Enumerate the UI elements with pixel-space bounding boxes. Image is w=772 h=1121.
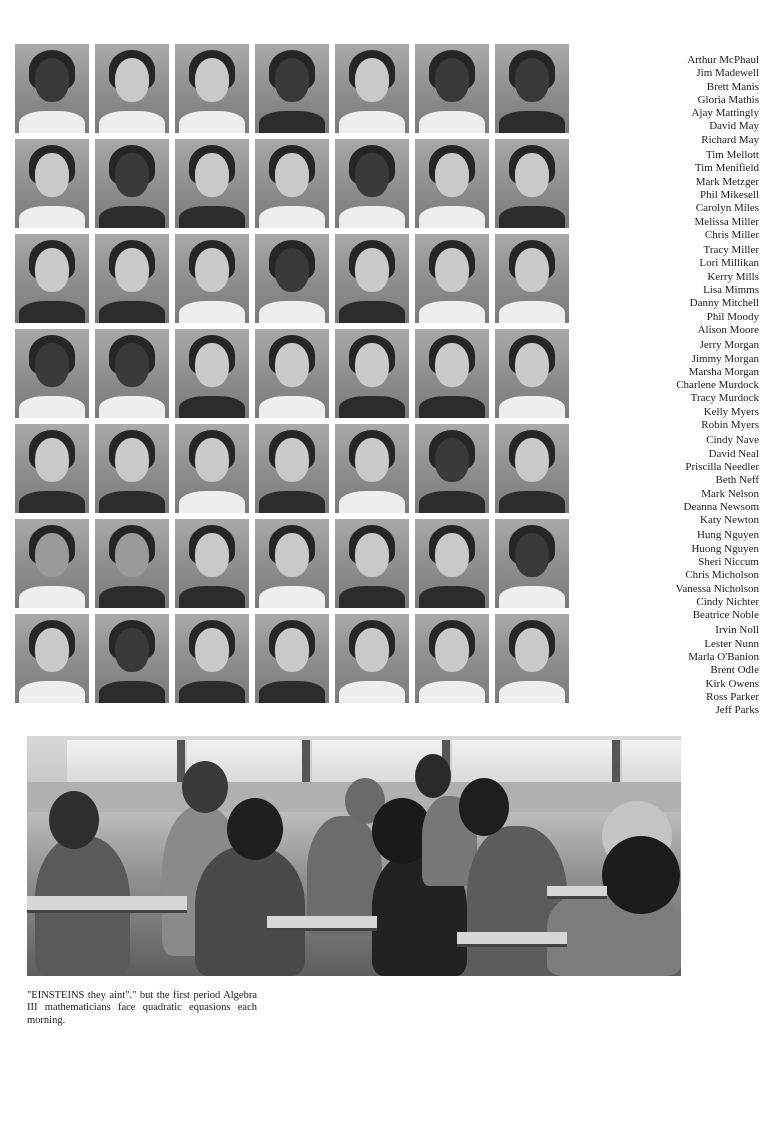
portrait-jerry-morgan [15, 329, 89, 418]
portrait-robin-myers [495, 329, 569, 418]
portrait-sheri-niccum [175, 519, 249, 608]
portrait-phil-mikesell [255, 139, 329, 228]
portrait-face [355, 343, 389, 387]
student-name: Jim Madewell [696, 67, 759, 80]
student-name: Kerry Mills [707, 270, 759, 283]
portrait-shirt [99, 111, 165, 133]
portrait-hung-nguyen [15, 519, 89, 608]
portrait-shirt [419, 586, 485, 608]
portrait-shirt [259, 111, 325, 133]
portrait-shirt [499, 586, 565, 608]
student-name: Arthur McPhaul [687, 54, 759, 66]
classroom-window [452, 740, 620, 782]
classroom-window [622, 740, 681, 782]
portrait-beth-neff [255, 424, 329, 513]
student-name: Cindy Nave [706, 434, 759, 447]
portrait-face [515, 248, 549, 292]
portrait-face [355, 533, 389, 577]
portrait-shirt [99, 206, 165, 228]
portrait-shirt [19, 206, 85, 228]
student-name: Brent Odle [710, 664, 759, 677]
portrait-shirt [499, 396, 565, 418]
student-name: Gloria Mathis [697, 93, 759, 106]
student-head [227, 798, 283, 860]
portrait-shirt [499, 681, 565, 703]
name-group-row-3 [600, 244, 759, 337]
classroom-desk [27, 896, 187, 913]
portrait-shirt [99, 586, 165, 608]
student-name: David May [709, 120, 759, 133]
portrait-brent-odle [255, 614, 329, 703]
portrait-shirt [419, 206, 485, 228]
portrait-katy-newton [495, 424, 569, 513]
student-name: Tim Menifield [694, 162, 759, 175]
portrait-face [195, 248, 229, 292]
portrait-face [195, 438, 229, 482]
portrait-face [195, 153, 229, 197]
student-name: Chris Micholson [685, 569, 759, 582]
portrait-shirt [339, 681, 405, 703]
portrait-shirt [179, 491, 245, 513]
portrait-face [275, 153, 309, 197]
portrait-shirt [339, 206, 405, 228]
portrait-face [515, 343, 549, 387]
portrait-face [435, 343, 469, 387]
portrait-vanessa-nicholson [335, 519, 409, 608]
portrait-face [435, 438, 469, 482]
student-name: Hung Nguyen [696, 529, 759, 542]
portrait-face [435, 153, 469, 197]
portrait-shirt [339, 396, 405, 418]
portrait-shirt [179, 111, 245, 133]
portrait-face [35, 58, 69, 102]
portrait-face [115, 153, 149, 197]
portrait-shirt [179, 301, 245, 323]
portrait-shirt [339, 491, 405, 513]
portrait-shirt [499, 206, 565, 228]
portrait-shirt [259, 681, 325, 703]
student-name: David Neal [708, 447, 759, 460]
portrait-shirt [179, 396, 245, 418]
portrait-huong-nguyen [95, 519, 169, 608]
portrait-grid [15, 44, 569, 703]
portrait-shirt [419, 111, 485, 133]
classroom-window [67, 740, 185, 782]
portrait-face [35, 153, 69, 197]
portrait-shirt [419, 491, 485, 513]
portrait-danny-mitchell [335, 234, 409, 323]
student-name: Irvin Noll [715, 624, 759, 637]
portrait-gloria-mathis [255, 44, 329, 133]
student-name: Kirk Owens [705, 677, 759, 690]
student-name: Lisa Mimms [703, 284, 759, 297]
portrait-marla-obanion [175, 614, 249, 703]
portrait-shirt [19, 396, 85, 418]
portrait-shirt [419, 301, 485, 323]
portrait-ajay-mattingly [335, 44, 409, 133]
portrait-shirt [99, 396, 165, 418]
portrait-face [435, 628, 469, 672]
student-name: Lester Nunn [704, 637, 759, 650]
classroom-photo [27, 736, 681, 976]
portrait-lester-nunn [95, 614, 169, 703]
portrait-face [515, 628, 549, 672]
classroom-desk [547, 886, 607, 899]
portrait-face [275, 438, 309, 482]
portrait-mark-nelson [335, 424, 409, 513]
student-name: Richard May [701, 133, 759, 146]
portrait-face [195, 343, 229, 387]
portrait-kerry-mills [175, 234, 249, 323]
student-name: Lori Millikan [699, 257, 759, 270]
portrait-tim-menifield [95, 139, 169, 228]
classroom-desk [457, 932, 567, 947]
portrait-david-neal [95, 424, 169, 513]
student-name: Ross Parker [706, 690, 759, 703]
portrait-face [275, 248, 309, 292]
student-name: Deanna Newsom [683, 500, 759, 513]
student-head [49, 791, 99, 849]
portrait-face [115, 343, 149, 387]
student-name: Phil Moody [706, 310, 759, 323]
portrait-face [35, 628, 69, 672]
portrait-shirt [499, 301, 565, 323]
student-name: Tracy Miller [703, 244, 759, 257]
student-name: Carolyn Miles [695, 202, 759, 215]
student-name: Melissa Miller [694, 215, 759, 228]
portrait-face [115, 628, 149, 672]
student-name: Brett Manis [706, 80, 759, 93]
portrait-arthur-mcphaul [15, 44, 89, 133]
student-name: Beth Neff [715, 474, 759, 487]
portrait-face [515, 533, 549, 577]
student-name: Mark Nelson [701, 487, 759, 500]
portrait-tracy-miller [15, 234, 89, 323]
portrait-shirt [339, 586, 405, 608]
portrait-shirt [99, 491, 165, 513]
portrait-face [355, 58, 389, 102]
portrait-richard-may [495, 44, 569, 133]
portrait-face [115, 58, 149, 102]
portrait-alison-moore [495, 234, 569, 323]
student-head [182, 761, 228, 813]
portrait-shirt [259, 206, 325, 228]
student-name: Tim Mellott [705, 149, 759, 162]
student-head [602, 836, 680, 914]
name-list [600, 54, 759, 720]
portrait-shirt [179, 586, 245, 608]
portrait-david-may [415, 44, 489, 133]
student-name: Beatrice Noble [692, 609, 759, 622]
portrait-face [275, 628, 309, 672]
portrait-carolyn-miles [335, 139, 409, 228]
portrait-chris-micholson [255, 519, 329, 608]
portrait-face [195, 58, 229, 102]
portrait-face [35, 248, 69, 292]
portrait-face [355, 438, 389, 482]
student-head [415, 754, 451, 798]
portrait-priscilla-needler [175, 424, 249, 513]
name-group-row-5 [600, 434, 759, 527]
student-name: Huong Nguyen [691, 542, 759, 555]
portrait-ross-parker [415, 614, 489, 703]
student-name: Jimmy Morgan [691, 352, 759, 365]
portrait-shirt [19, 491, 85, 513]
portrait-jim-madewell [95, 44, 169, 133]
portrait-shirt [19, 111, 85, 133]
portrait-shirt [99, 301, 165, 323]
portrait-jimmy-morgan [95, 329, 169, 418]
portrait-irvin-noll [15, 614, 89, 703]
portrait-deanna-newsom [415, 424, 489, 513]
portrait-face [115, 438, 149, 482]
portrait-cindy-nave [15, 424, 89, 513]
portrait-shirt [179, 206, 245, 228]
portrait-face [275, 533, 309, 577]
portrait-face [195, 628, 229, 672]
portrait-shirt [179, 681, 245, 703]
portrait-face [115, 248, 149, 292]
name-group-row-6 [600, 529, 759, 622]
portrait-shirt [339, 301, 405, 323]
portrait-phil-moody [415, 234, 489, 323]
portrait-shirt [419, 396, 485, 418]
student-name: Robin Myers [701, 419, 759, 432]
student-name: Chris Miller [704, 228, 759, 241]
portrait-face [435, 533, 469, 577]
portrait-face [115, 533, 149, 577]
portrait-tim-mellott [15, 139, 89, 228]
student-figure [195, 846, 305, 976]
portrait-face [275, 58, 309, 102]
portrait-shirt [19, 681, 85, 703]
student-name: Cindy Nichter [696, 595, 759, 608]
classroom-desk [267, 916, 377, 931]
portrait-face [355, 153, 389, 197]
portrait-mark-metzger [175, 139, 249, 228]
name-group-row-1 [600, 54, 759, 147]
portrait-shirt [19, 586, 85, 608]
portrait-face [195, 533, 229, 577]
portrait-shirt [259, 586, 325, 608]
student-name: Tracy Murdock [690, 392, 759, 405]
student-name: Katy Newton [700, 514, 759, 527]
student-name: Vanessa Nicholson [675, 582, 759, 595]
portrait-face [35, 533, 69, 577]
portrait-face [435, 58, 469, 102]
student-head [459, 778, 509, 836]
portrait-face [35, 438, 69, 482]
portrait-face [435, 248, 469, 292]
portrait-shirt [499, 491, 565, 513]
portrait-face [35, 343, 69, 387]
portrait-shirt [339, 111, 405, 133]
portrait-face [515, 58, 549, 102]
portrait-jeff-parks [495, 614, 569, 703]
portrait-chris-miller [495, 139, 569, 228]
portrait-shirt [259, 491, 325, 513]
portrait-lisa-mimms [255, 234, 329, 323]
portrait-shirt [419, 681, 485, 703]
portrait-face [275, 343, 309, 387]
portrait-kirk-owens [335, 614, 409, 703]
portrait-face [355, 248, 389, 292]
portrait-shirt [499, 111, 565, 133]
portrait-face [355, 628, 389, 672]
student-name: Charlene Murdock [676, 379, 759, 392]
portrait-marsha-morgan [175, 329, 249, 418]
student-name: Alison Moore [697, 323, 759, 336]
student-name: Danny Mitchell [689, 297, 759, 310]
portrait-face [515, 438, 549, 482]
portrait-brett-manis [175, 44, 249, 133]
portrait-kelly-myers [415, 329, 489, 418]
student-name: Mark Metzger [695, 175, 759, 188]
name-group-row-2 [600, 149, 759, 242]
student-name: Sheri Niccum [698, 555, 759, 568]
portrait-shirt [259, 301, 325, 323]
name-group-row-4 [600, 339, 759, 432]
student-name: Priscilla Needler [685, 460, 759, 473]
portrait-face [515, 153, 549, 197]
portrait-charlene-murdock [255, 329, 329, 418]
photo-caption: "EINSTEINS they aint"." but the first period Algebra III mathematicians face quadratic equasions each morning. [27, 990, 257, 1026]
portrait-cindy-nichter [415, 519, 489, 608]
student-name: Ajay Mattingly [691, 107, 759, 120]
portrait-melissa-miller [415, 139, 489, 228]
student-name: Marsha Morgan [688, 365, 759, 378]
portrait-shirt [259, 396, 325, 418]
portrait-beatrice-noble [495, 519, 569, 608]
student-name: Marla O'Banion [688, 651, 759, 664]
portrait-lori-millikan [95, 234, 169, 323]
portrait-tracy-murdock [335, 329, 409, 418]
portrait-shirt [99, 681, 165, 703]
student-name: Jerry Morgan [699, 339, 759, 352]
student-name: Jeff Parks [715, 704, 759, 717]
student-name: Kelly Myers [703, 405, 759, 418]
student-name: Phil Mikesell [700, 188, 759, 201]
name-group-row-7 [600, 624, 759, 717]
portrait-shirt [19, 301, 85, 323]
